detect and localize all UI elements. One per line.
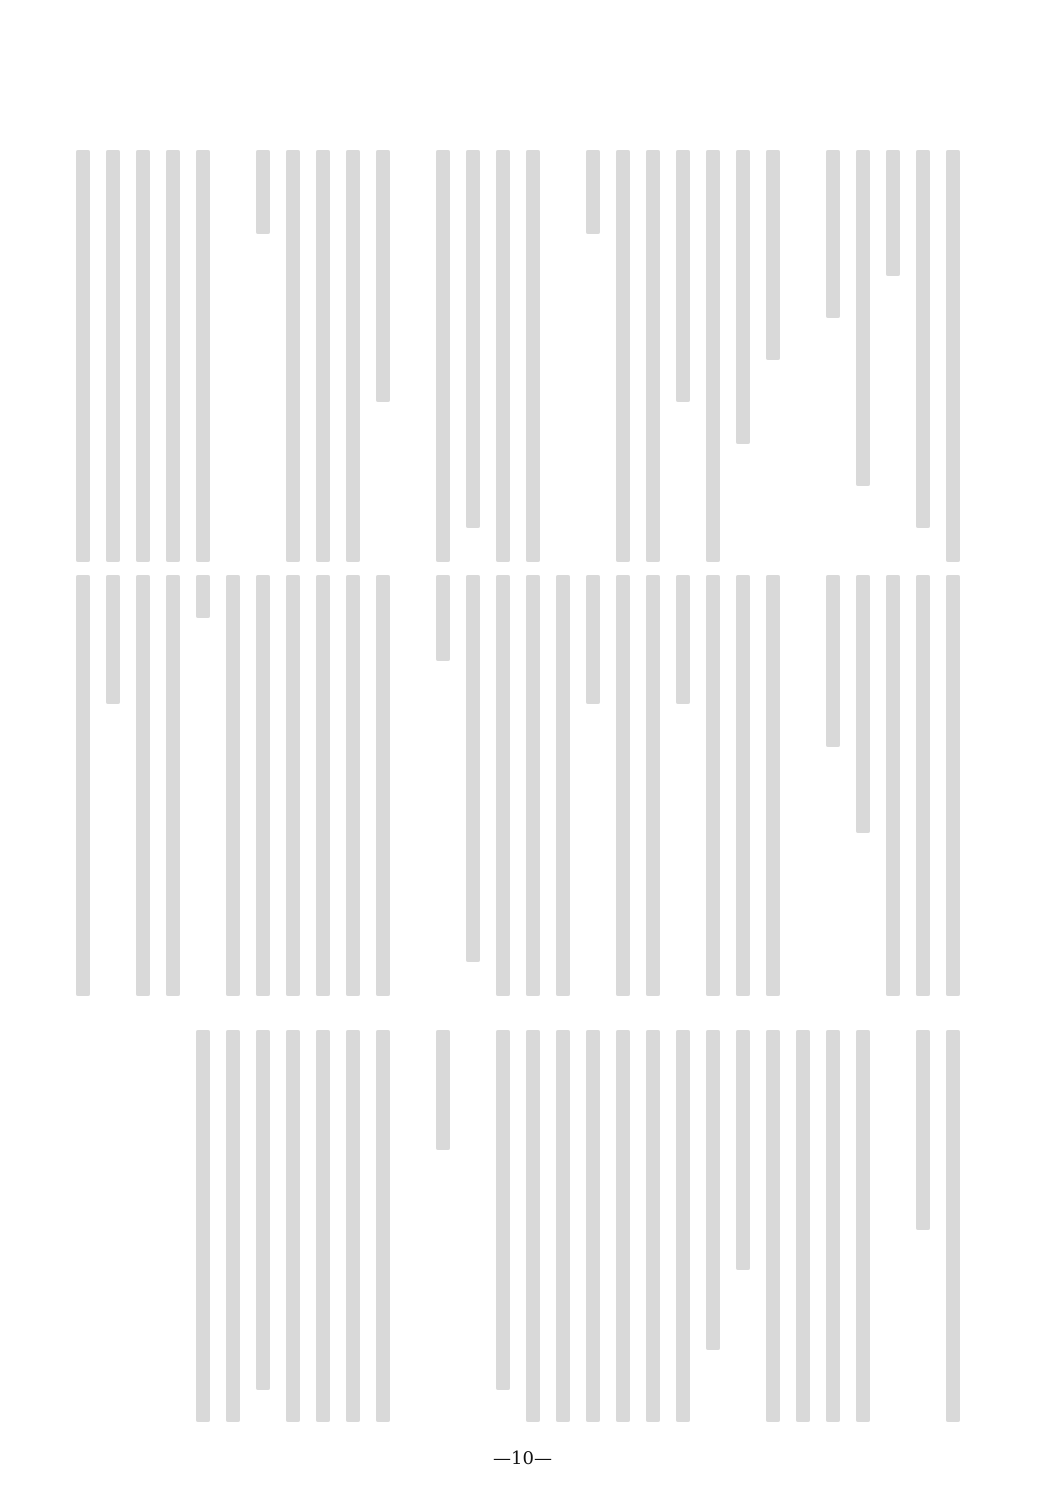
text-column-placeholder	[556, 575, 570, 996]
text-column-placeholder	[586, 150, 600, 234]
text-column-placeholder	[436, 575, 450, 661]
text-column-placeholder	[166, 150, 180, 562]
text-column-placeholder	[286, 150, 300, 562]
text-column-placeholder	[346, 150, 360, 562]
text-column-placeholder	[826, 575, 840, 747]
text-column-placeholder	[376, 150, 390, 402]
text-column-placeholder	[916, 1030, 930, 1230]
text-column-placeholder	[916, 575, 930, 996]
text-column-placeholder	[796, 1030, 810, 1422]
text-column-placeholder	[616, 1030, 630, 1422]
text-column-placeholder	[886, 150, 900, 276]
text-column-placeholder	[496, 1030, 510, 1390]
text-column-placeholder	[466, 150, 480, 528]
text-column-placeholder	[646, 575, 660, 996]
text-column-placeholder	[316, 575, 330, 996]
text-column-placeholder	[256, 1030, 270, 1390]
text-column-placeholder	[766, 150, 780, 360]
text-column-placeholder	[76, 150, 90, 562]
text-column-placeholder	[106, 150, 120, 562]
text-column-placeholder	[136, 575, 150, 996]
text-column-placeholder	[706, 150, 720, 562]
text-column-placeholder	[916, 150, 930, 528]
text-column-placeholder	[946, 1030, 960, 1422]
text-column-placeholder	[766, 575, 780, 996]
text-column-placeholder	[646, 150, 660, 562]
text-column-placeholder	[706, 575, 720, 996]
text-tier-bottom	[60, 1030, 960, 1430]
text-column-placeholder	[526, 575, 540, 996]
text-column-placeholder	[856, 1030, 870, 1422]
text-column-placeholder	[436, 150, 450, 562]
text-column-placeholder	[226, 1030, 240, 1422]
text-column-placeholder	[436, 1030, 450, 1150]
text-column-placeholder	[706, 1030, 720, 1350]
text-column-placeholder	[76, 575, 90, 996]
text-tier-top	[60, 150, 960, 570]
text-column-placeholder	[346, 1030, 360, 1422]
text-column-placeholder	[346, 575, 360, 996]
text-column-placeholder	[676, 575, 690, 704]
text-column-placeholder	[526, 150, 540, 562]
text-column-placeholder	[826, 1030, 840, 1422]
text-column-placeholder	[886, 575, 900, 996]
text-column-placeholder	[136, 150, 150, 562]
text-column-placeholder	[736, 575, 750, 996]
text-column-placeholder	[736, 150, 750, 444]
text-column-placeholder	[826, 150, 840, 318]
text-column-placeholder	[496, 575, 510, 996]
text-column-placeholder	[466, 575, 480, 962]
text-column-placeholder	[586, 575, 600, 704]
text-column-placeholder	[616, 575, 630, 996]
text-column-placeholder	[376, 575, 390, 996]
text-column-placeholder	[616, 150, 630, 562]
text-column-placeholder	[676, 1030, 690, 1422]
text-column-placeholder	[196, 575, 210, 618]
text-column-placeholder	[646, 1030, 660, 1422]
text-column-placeholder	[496, 150, 510, 562]
text-column-placeholder	[736, 1030, 750, 1270]
text-column-placeholder	[526, 1030, 540, 1422]
text-column-placeholder	[256, 575, 270, 996]
page-number: —10—	[493, 1448, 552, 1469]
text-column-placeholder	[556, 1030, 570, 1422]
text-column-placeholder	[676, 150, 690, 402]
text-column-placeholder	[256, 150, 270, 234]
text-column-placeholder	[286, 575, 300, 996]
text-column-placeholder	[376, 1030, 390, 1422]
text-column-placeholder	[766, 1030, 780, 1422]
text-tier-middle	[60, 575, 960, 1005]
text-column-placeholder	[286, 1030, 300, 1422]
text-column-placeholder	[856, 575, 870, 833]
text-column-placeholder	[946, 575, 960, 996]
text-column-placeholder	[946, 150, 960, 562]
text-column-placeholder	[196, 1030, 210, 1422]
text-column-placeholder	[856, 150, 870, 486]
text-column-placeholder	[316, 1030, 330, 1422]
text-column-placeholder	[166, 575, 180, 996]
text-column-placeholder	[196, 150, 210, 562]
text-column-placeholder	[586, 1030, 600, 1422]
text-column-placeholder	[316, 150, 330, 562]
text-column-placeholder	[106, 575, 120, 704]
text-column-placeholder	[226, 575, 240, 996]
